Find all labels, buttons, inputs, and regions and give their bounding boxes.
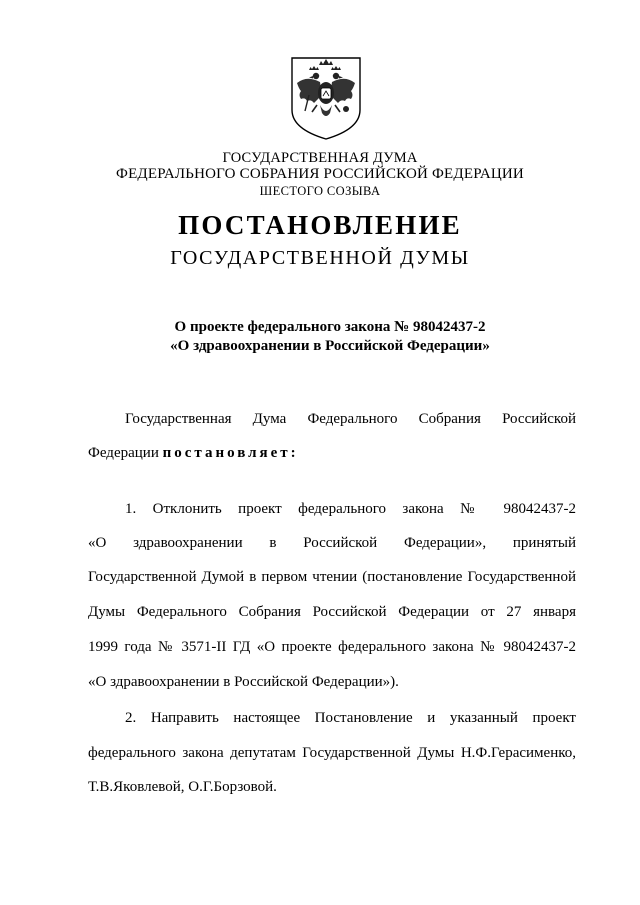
- item1-line-4: Думы Федерального Собрания Российской Федерации от 27 января: [88, 604, 576, 620]
- document-subtitle: ГОСУДАРСТВЕННОЙ ДУМЫ: [170, 247, 470, 269]
- header-line-1: ГОСУДАРСТВЕННАЯ ДУМА: [222, 150, 418, 166]
- item1-line-2: «О здравоохранении в Российской Федерации», принятый: [88, 535, 576, 551]
- preamble-line-1: Государственная Дума Федерального Собрания Российской: [125, 411, 576, 427]
- item1-line-1: 1. Отклонить проект федерального закона № 98042437-2: [125, 501, 576, 517]
- preamble-line-2: [88, 444, 576, 462]
- item1-line-3: Государственной Думой в первом чтении (постановление Государственной: [88, 569, 576, 585]
- item1-line-5: 1999 года № 3571-II ГД «О проекте федерального закона № 98042437-2: [88, 639, 576, 655]
- item1-line-6: «О здравоохранении в Российской Федерации»).: [88, 674, 399, 690]
- coat-of-arms-icon: [289, 55, 363, 141]
- item2-line-1: 2. Направить настоящее Постановление и указанный проект: [125, 710, 576, 726]
- document-title: ПОСТАНОВЛЕНИЕ: [178, 210, 462, 240]
- subject-line-1: О проекте федерального закона № 98042437-2: [174, 319, 486, 335]
- header-line-2: ФЕДЕРАЛЬНОГО СОБРАНИЯ РОССИЙСКОЙ ФЕДЕРАЦИИ: [116, 166, 524, 182]
- resolution-verb: постановляет:: [162, 445, 299, 461]
- preamble-prefix: Федерации: [88, 445, 163, 461]
- item2-line-3: Т.В.Яковлевой, О.Г.Борзовой.: [88, 779, 277, 795]
- subject-line-2: «О здравоохранении в Российской Федерации»: [170, 338, 490, 354]
- header-line-3: ШЕСТОГО СОЗЫВА: [259, 184, 381, 198]
- item2-line-2: федерального закона депутатам Государственной Думы Н.Ф.Герасименко,: [88, 745, 576, 761]
